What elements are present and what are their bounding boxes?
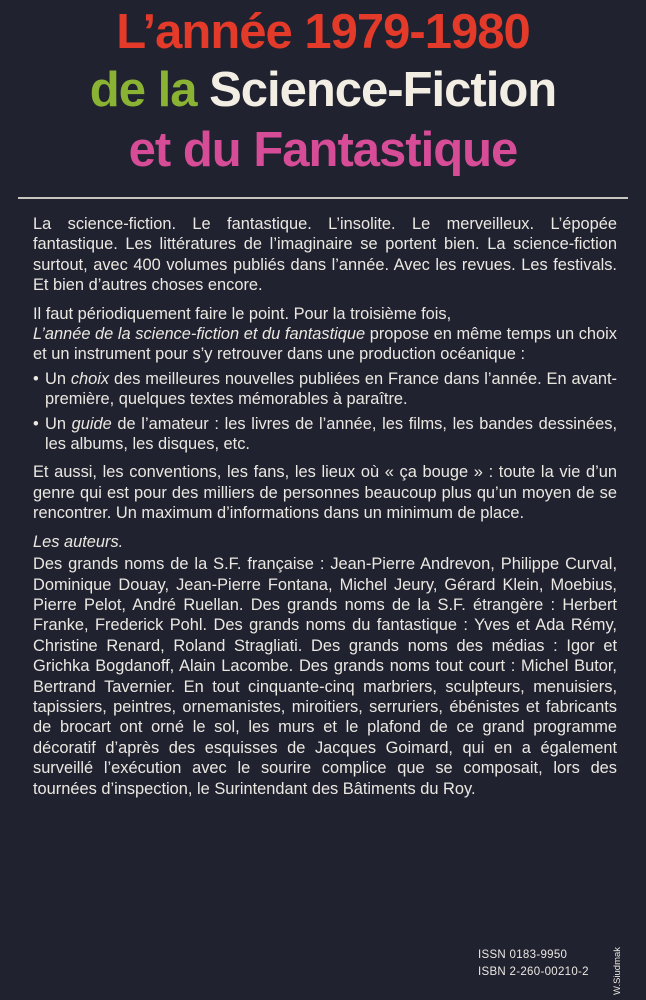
illustrator-credit: W.Siudmak [612, 946, 623, 995]
bullet-guide: • Un guide de l’amateur : les livres de l’année, les films, les bandes dessinées, les albums, les disques, etc. [33, 414, 617, 454]
title-line-2 [0, 62, 646, 118]
title-line-2-de-la: de la [89, 63, 197, 117]
paragraph-intro: La science-fiction. Le fantastique. L’insolite. Le merveilleux. L’épopée fantastique. Les littératures de l’imaginaire se portent bien. La science-fiction surtout, avec 400 volumes publiés dans l’année. Avec les revues. Les festivals. Et bien d’autres choses encore. [33, 215, 617, 295]
paragraph-conventions: Et aussi, les conventions, les fans, les lieux où « ça bouge » : toute la vie d’un genre qui est pour des milliers de personnes beaucoup plus qu’un moyen de se rencontrer. Un maximum d’informations dans un minimum de place. [33, 463, 617, 523]
title-line-2-science-fiction: Science-Fiction [209, 63, 557, 117]
issn-number: ISSN 0183-9950 [478, 949, 568, 961]
authors-heading: Les auteurs. [33, 532, 124, 551]
bullet-choix: • Un choix des meilleures nouvelles publiées en France dans l’année. En avant-première, quelques textes mémorables à paraître. [33, 369, 617, 409]
bullet-dot: • [33, 414, 39, 433]
book-title-italic: L’année de la science-fiction et du fantastique [33, 325, 366, 344]
title-line-1: L’année 1979-1980 [116, 5, 530, 59]
bullet-dot: • [33, 369, 39, 388]
paragraph-point: Il faut périodiquement faire le point. Pour la troisième fois, L’année de la science-fiction et du fantastique propose en même temps un choix et un instrument pour s’y retrouver dans une production océanique : [33, 304, 617, 364]
isbn-number: ISBN 2-260-00210-2 [478, 966, 589, 978]
title-line-3: et du Fantastique [128, 123, 518, 177]
blurb-text [33, 214, 617, 807]
divider-line [18, 197, 628, 199]
paragraph-authors: Des grands noms de la S.F. française : Jean-Pierre Andrevon, Philippe Curval, Dominique Douay, Jean-Pierre Fontana, Michel Jeury, Gérard Klein, Moebius, Pierre Pelot, André Ruellan. Des grands noms de la S.F. étrangère : Herbert Franke, Frederick Pohl. Des grands noms du fantastique : Yves et Ada Rémy, Christine Renard, Roland Stragliati. Des grands noms des médias : Igor et Grichka Bogdanoff, Alain Lacombe. Des grands noms tout court : Michel Butor, Bertrand Tavernier. En tout cinquante-cinq marbriers, sculpteurs, menuisiers, tapissiers, peintres, ornemanistes, miroitiers, serruriers, ébénistes et fabricants de brocart ont orné le sol, les murs et le plafond de ce grand programme décoratif d’après des esquisses de Jacques Goimard, qui en a également surveillé l’exécution avec le sourire complice que se composait, lors des tournées d’inspection, le Surintendant des Bâtiments du Roy. [33, 555, 617, 798]
